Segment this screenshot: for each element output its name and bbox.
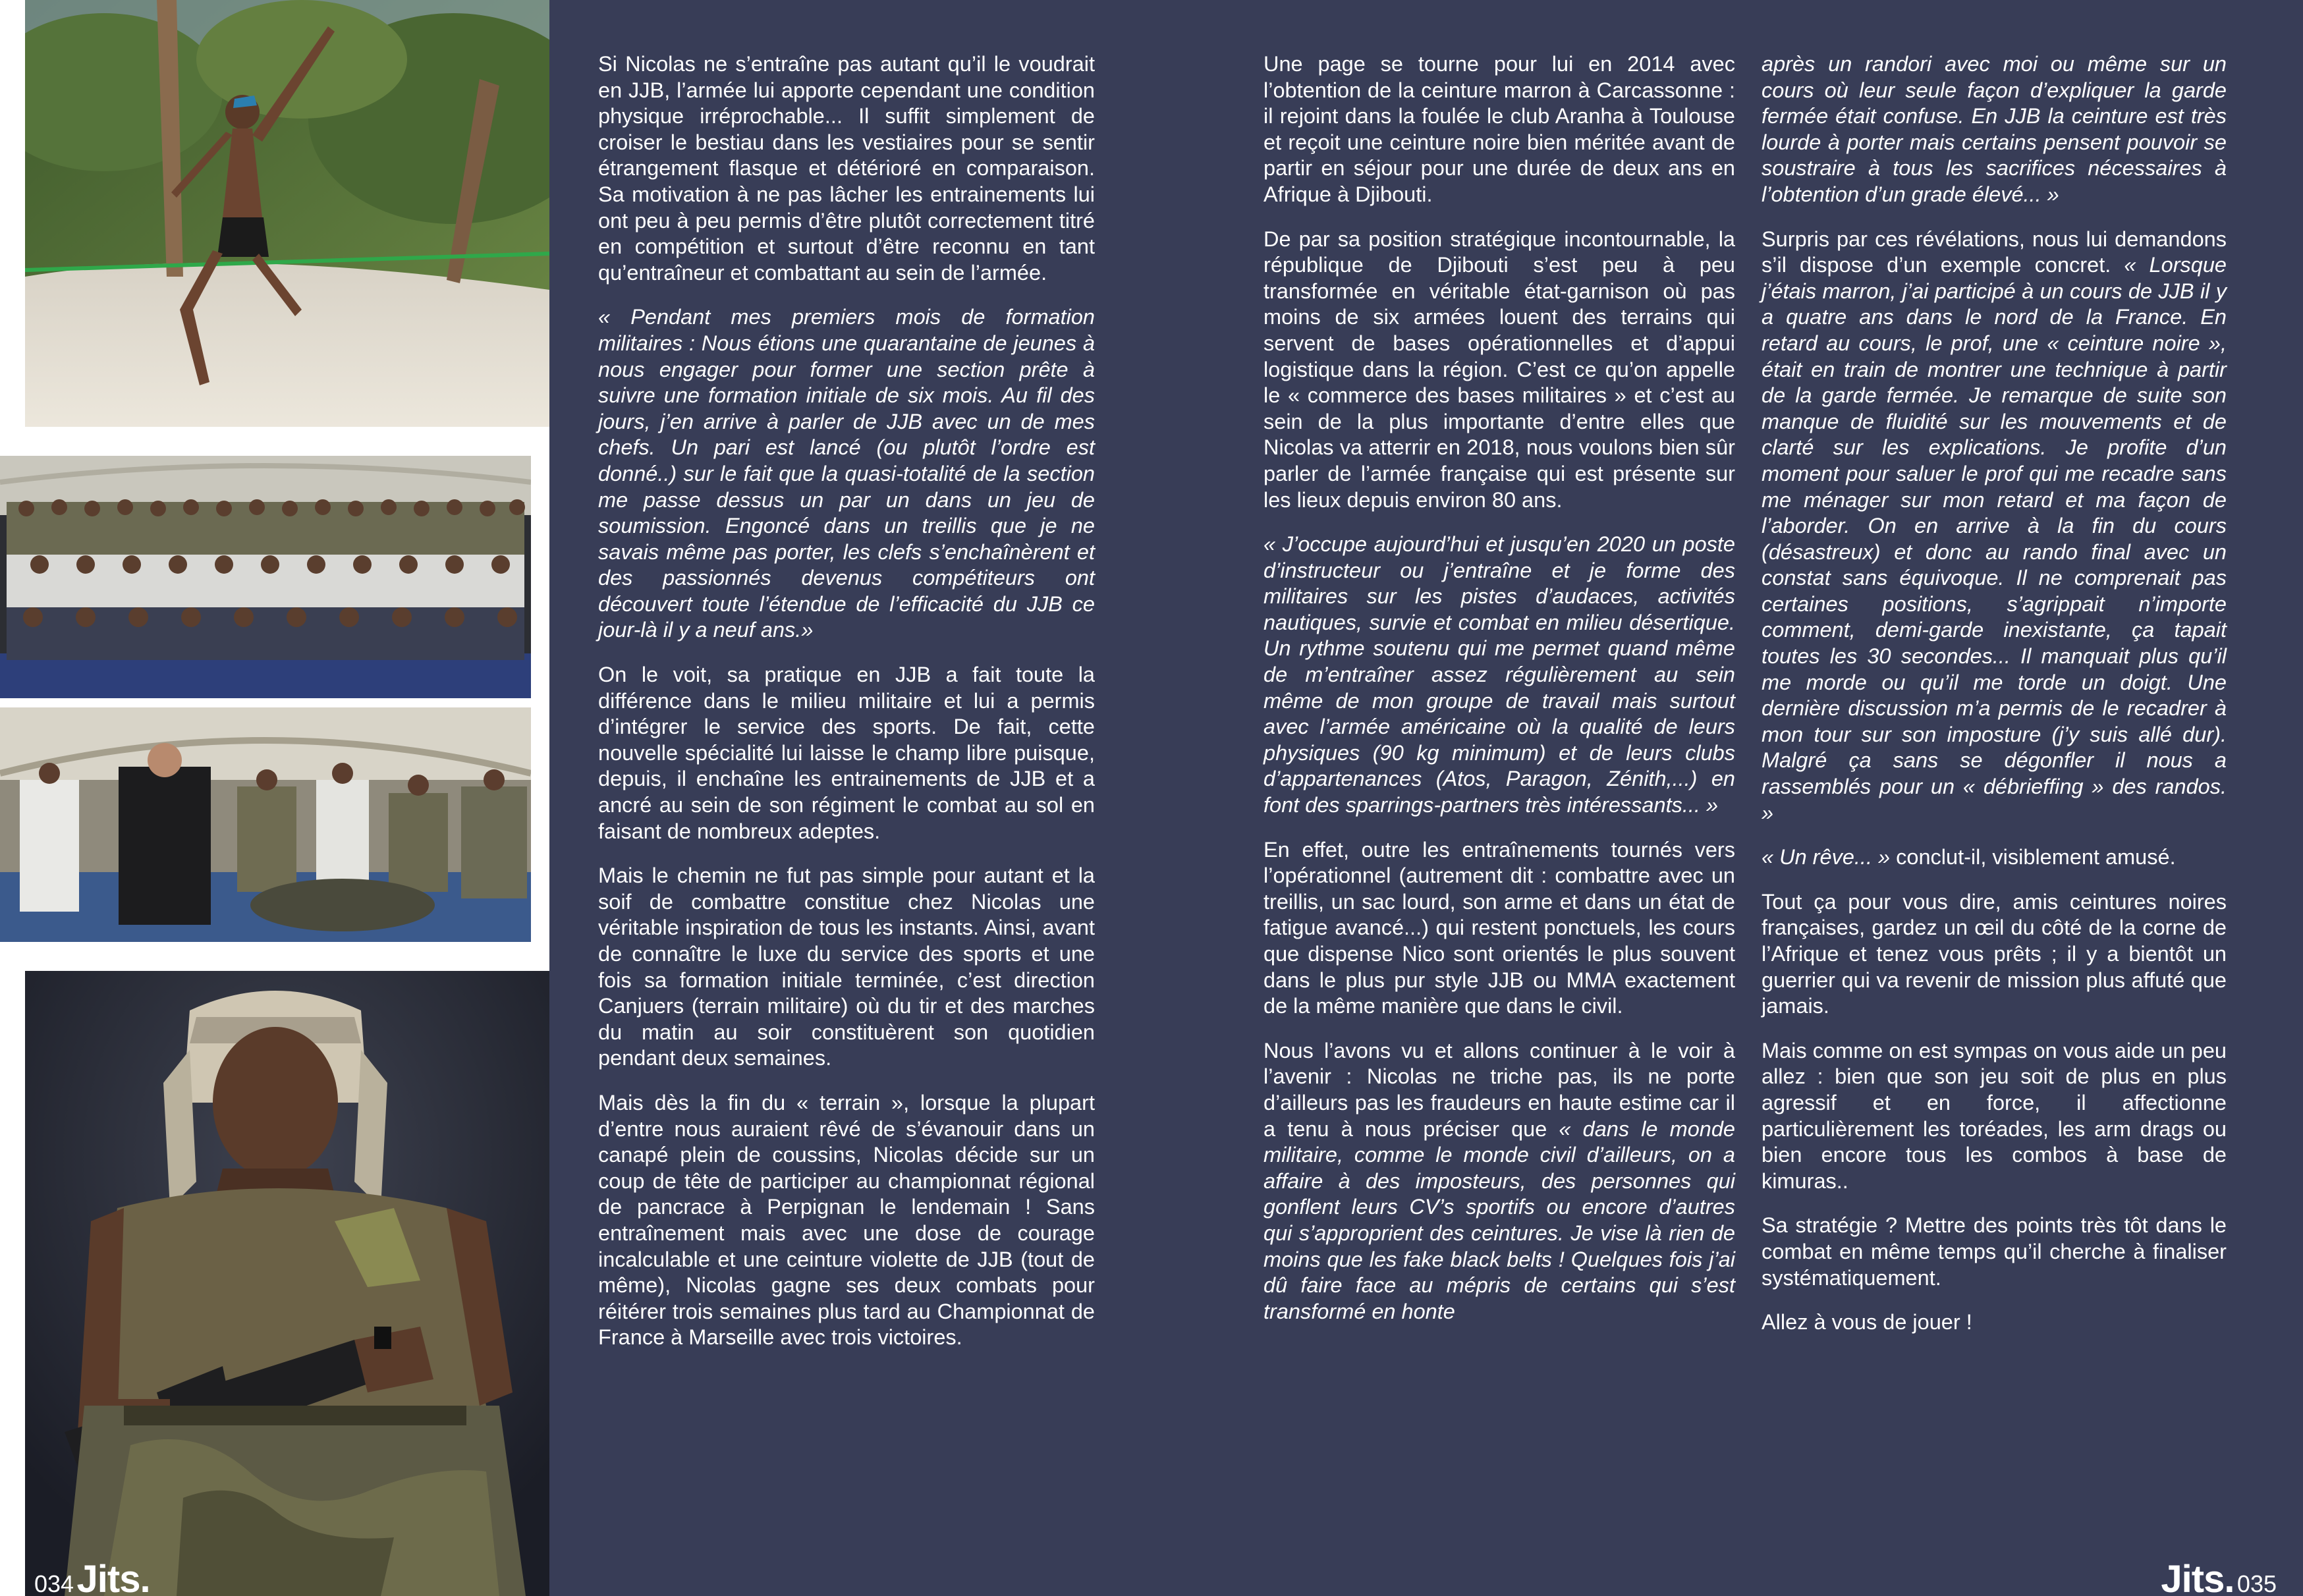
text-column-2 xyxy=(1263,51,1735,1343)
paragraph: En effet, outre les entraînements tournés vers l’opérationnel (autrement dit : combattre avec un treillis, un sac lourd, son arme et dans un état de fatigue avancé...) qui restent ponctuels, les cours que dispense Nico sont orientés le plus souvent dans le plus pur style JJB ou MMA exactement de la même manière que dans le civil. xyxy=(1263,837,1735,1018)
photo-group-tatami xyxy=(0,456,531,698)
quote-paragraph: après un randori avec moi ou même sur un cours où leur seule façon d’expliquer la garde fermée était confuse. En JJB la ceinture est très lourde à porter mais certains pensent pouvoir se soustraire à tous les sacrifices nécessaires à l’obtention d’un grade élevé... » xyxy=(1762,52,2227,206)
photo-gym-training xyxy=(0,707,531,942)
text-column-3 xyxy=(1762,51,2227,1354)
page-number: 035 xyxy=(2236,1570,2277,1596)
paragraph-text: conclut-il, visiblement amusé. xyxy=(1890,845,2176,869)
mixed-paragraph xyxy=(1762,844,2227,871)
quote-text: « Lorsque j’étais marron, j’ai participé à un cours de JJB il y a quatre ans dans le nord de la France. En retard au cours, le prof, une « ceinture noire », était en train de montrer une technique à partir de la garde fermée. Je remarque de suite son manque de fluidité sur les mouvements et de clarté sur les explications. Je profite d’un moment pour saluer le prof qui me recadre sans me ménager sur mon retard et ma façon de l’aborder. On en arrive à la fin du cours (désastreux) et donc au rando final avec un constat sans équivoque. Il ne comprenait pas certaines positions, s’agrippait n’importe comment, demi-garde inexistante, ça tapait toutes les 30 secondes... Il manquait plus qu’il me morde ou qu’il me torde un doigt. Une dernière discussion m’a permis de le recadrer à mon tour sur son imposture (j’y suis allé dur). Malgré ça sans se dégonfler il nous a rassemblés pour un « débrieffing » des randos. » xyxy=(1762,253,2227,825)
paragraph-text: Nous l’avons vu et allons continuer à le voir à l’avenir : Nicolas ne triche pas, ils ne porte d’ailleurs pas les fraudeurs en haute estime car il a tenu à nous préciser que xyxy=(1263,1038,1735,1141)
paragraph-text: Surpris par ces révélations, nous lui demandons s’il dispose d’un exemple concret. xyxy=(1762,227,2227,277)
text-column-1 xyxy=(598,51,1095,1369)
quote-paragraph: « J’occupe aujourd’hui et jusqu’en 2020 un poste d’instructeur ou j’entraîne et je forme des militaires sur les pistes d’audaces, activités nautiques, survie et combat en milieu désertique. Un rythme soutenu qui me permet quand même de m’entraîner assez régulièrement au sein même de mon groupe de travail mais surtout avec l’armée américaine où la qualité de leurs physiques (90 kg minimum) et de leurs clubs d’appartenances (Atos, Paragon, Zénith,...) en font des sparrings-partners très intéressants... » xyxy=(1263,532,1735,817)
photo-beach-slackline xyxy=(25,0,549,427)
quote-text: « dans le monde militaire, comme le monde civil d’ailleurs, on a affaire à des imposteurs, des personnes qui gonflent leurs CV’s sportifs ou encore d’autres qui s’approprient des ceintures. Je vise là rien de moins que les fake black belts ! Quelques fois j’ai dû faire face au mépris de certains qui s’est transformé en honte xyxy=(1263,1116,1735,1323)
quote-paragraph: « Pendant mes premiers mois de formation militaires : Nous étions une quarantaine de jeunes à nous engager pour former une section prête à suivre une formation initiale de six mois. Au fil des jours, j’en arrive à parler de JJB avec un de mes chefs. Un pari est lancé (ou plutôt l’ordre est donné..) sur le fait que la quasi-totalité de la section me passe dessus un par un dans un jeu de soumission. Engoncé dans un treillis que je ne savais même pas porter, les clefs s’enchaînèrent et des passionnés devenus compétiteurs ont découvert toute l’étendue de l’efficacité du JJB ce jour-là il y a neuf ans.» xyxy=(598,305,1095,642)
mixed-paragraph xyxy=(1762,227,2227,827)
paragraph: Mais comme on est sympas on vous aide un peu allez : bien que son jeu soit de plus en plus agressif et en force, il affectionne particulièrement les toréades, les arm drags ou bien encore tous les combos à base de kimuras.. xyxy=(1762,1038,2227,1193)
paragraph: Si Nicolas ne s’entraîne pas autant qu’il le voudrait en JJB, l’armée lui apporte cependant une condition physique irréprochable... Il suffit simplement de croiser le bestiau dans les vestiaires pour se sentir étrangement flasque et détérioré en comparaison. Sa motivation à ne pas lâcher les entrainements lui ont peu à peu permis d’être plutôt correctement titré en compétition et surtout d’être reconnu en tant qu’entraîneur et combattant au sein de l’armée. xyxy=(598,52,1095,285)
paragraph: Mais le chemin ne fut pas simple pour autant et la soif de combattre constitue chez Nicolas une véritable inspiration de tous les instants. Ainsi, avant de connaître le luxe du service des sports et une fois sa formation initiale terminée, c’est direction Canjuers (terrain militaire) où du tir et des marches du matin au soir constituèrent son quotidien pendant deux semaines. xyxy=(598,864,1095,1070)
photo-soldier-portrait xyxy=(25,971,549,1596)
mixed-paragraph xyxy=(1263,1038,1735,1325)
paragraph: De par sa position stratégique incontournable, la république de Djibouti s’est peu à peu transformée en véritable état-garnison où pas moins de six armées louent des terrains qui servent de bases opérationnelles et d’appui logistique dans la région. C’est ce qu’on appelle le « commerce des bases militaires » et c’est au sein de la plus importante d’entre elles que Nicolas va atterrir en 2018, nous voulons bien sûr parler de l’armée française qui est présente sur les lieux depuis environ 80 ans. xyxy=(1263,227,1735,512)
paragraph: Allez à vous de jouer ! xyxy=(1762,1310,1972,1335)
paragraph: On le voit, sa pratique en JJB a fait toute la différence dans le milieu militaire et lui a permis d’intégrer le service des sports. De fait, cette nouvelle spécialité lui laisse le champ libre puisque, depuis, il enchaîne les entrainements de JJB et a ancré au sein de son régiment le combat au sol en faisant de nombreux adeptes. xyxy=(598,663,1095,843)
magazine-logo: Jits. xyxy=(76,1558,150,1596)
magazine-logo: Jits. xyxy=(2161,1558,2234,1596)
page-number: 034 xyxy=(34,1570,74,1596)
paragraph: Une page se tourne pour lui en 2014 avec l’obtention de la ceinture marron à Carcassonne : il rejoint dans la foulée le club Aranha à Toulouse et reçoit une ceinture noire bien méritée avant de partir en séjour pour une durée de deux ans en Afrique à Djibouti. xyxy=(1263,52,1735,206)
paragraph: Tout ça pour vous dire, amis ceintures noires françaises, gardez un œil du côté de la corne de l’Afrique et tenez vous prêts ; il y a bientôt un guerrier qui va revenir de mission plus affuté que jamais. xyxy=(1762,889,2227,1018)
paragraph: Mais dès la fin du « terrain », lorsque la plupart d’entre nous auraient rêvé de s’évanouir dans un canapé plein de coussins, Nicolas décide sur un coup de tête de participer au championnat régional de pancrace à Perpignan le lendemain ! Sans entraînement mais avec une dose de courage incalculable et une ceinture violette de JJB (tout de même), Nicolas gagne ses deux combats pour réitérer trois semaines plus tard au Championnat de France à Marseille avec trois victoires. xyxy=(598,1090,1095,1350)
quote-text: « Un rêve... » xyxy=(1762,845,1891,869)
folio-right xyxy=(2161,1557,2277,1596)
paragraph: Sa stratégie ? Mettre des points très tôt dans le combat en même temps qu’il cherche à finaliser systématiquement. xyxy=(1762,1213,2227,1290)
folio-left xyxy=(34,1557,150,1596)
